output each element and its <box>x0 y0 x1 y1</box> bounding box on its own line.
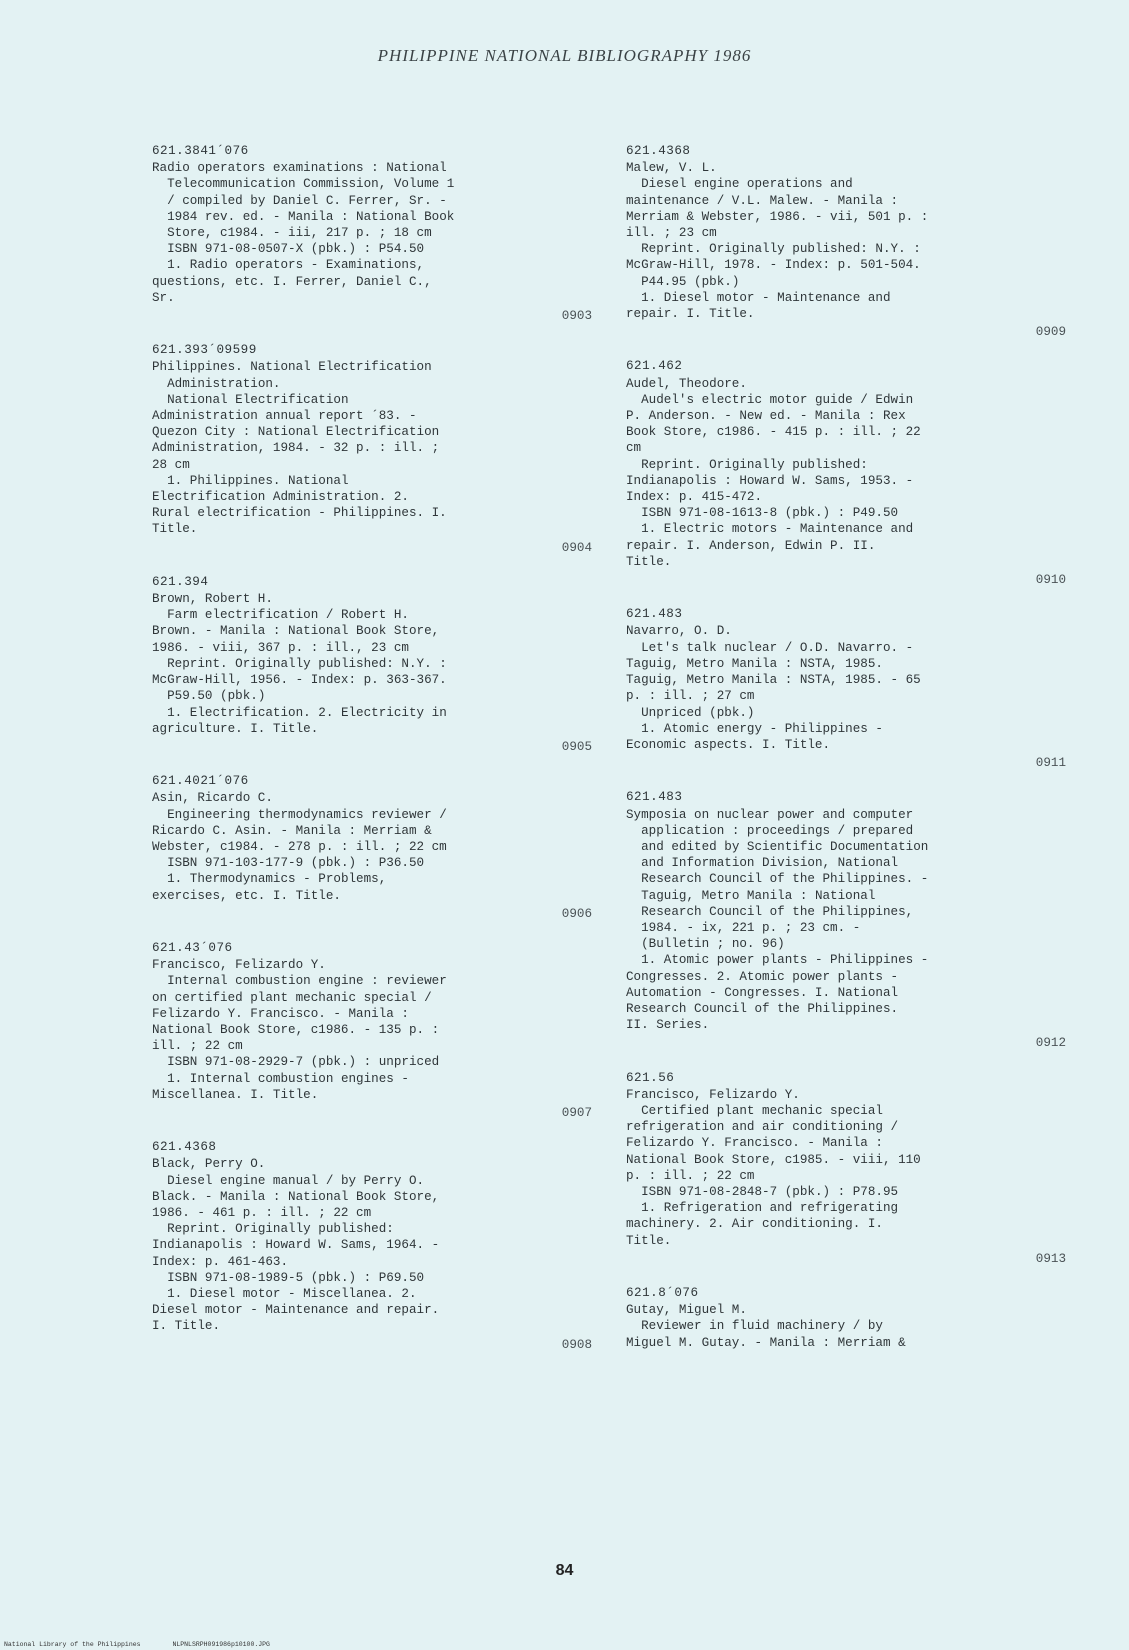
bibliographic-entry <box>152 773 592 922</box>
entry-text: Francisco, Felizardo Y. Internal combustion engine : reviewer on certified plant mechanic special / Felizardo Y. Francisco. - Manila : National Book Store, c1986. - 135 p. : ill. ; 22 cm ISBN 971-08-2929-7 (pbk.) : unpriced 1. Internal combustion engines - Miscellanea. I. Title. <box>152 958 447 1102</box>
bibliographic-entry <box>626 1285 1066 1351</box>
class-number: 621.4021´076 <box>152 774 249 789</box>
left-column <box>152 143 592 1371</box>
bibliographic-entry <box>626 606 1066 771</box>
bibliographic-entry <box>626 358 1066 588</box>
control-number: 0909 <box>1035 325 1066 340</box>
entry-text: Francisco, Felizardo Y. Certified plant mechanic special refrigeration and air conditioning / Felizardo Y. Francisco. - Manila : National Book Store, c1985. - viii, 110 p. : ill. ; 22 cm ISBN 971-08-2848-7 (pbk.) : P78.95 1. Refrigeration and refrigerating machinery. 2. Air conditioning. I. Title. <box>626 1087 921 1248</box>
bibliographic-entry <box>626 789 1066 1051</box>
entry-text: Audel, Theodore. Audel's electric motor guide / Edwin P. Anderson. - New ed. - Manila : Rex Book Store, c1986. - 415 p. : ill. ; 22 cm Reprint. Originally published: Indianapolis : Howard W. Sams, 1953. - Index: p. 415-472. ISBN 971-08-1613-8 (pbk.) : P49.50 1. Electric motors - Maintenance and repair. I. Anderson, Edwin P. II. Title. <box>626 376 921 569</box>
entry-text: Philippines. National Electrification Administration. National Electrification Administration annual report ´83. - Quezon City : National Electrification Administration, 1984. - 32 p. : ill. ; 28 cm 1. Philippines. National Electrification Administration. 2. Rural electrification - Philippines. I. Title. <box>152 360 447 537</box>
bibliographic-entry <box>152 342 592 556</box>
control-number: 0908 <box>561 1337 592 1352</box>
control-number: 0910 <box>1035 573 1066 588</box>
scan-footer <box>4 1641 298 1648</box>
class-number: 621.4368 <box>152 1140 217 1155</box>
class-number: 621.3841´076 <box>152 144 249 158</box>
control-number: 0913 <box>1035 1251 1066 1266</box>
control-number: 0912 <box>1035 1036 1066 1051</box>
entry-text: Asin, Ricardo C. Engineering thermodynamics reviewer / Ricardo C. Asin. - Manila : Merriam & Webster, c1984. - 278 p. : ill. ; 22 cm ISBN 971-103-177-9 (pbk.) : P36.50 1. Thermodynamics - Problems, exercises, etc. I. Title. <box>152 791 447 903</box>
class-number: 621.56 <box>626 1070 675 1085</box>
control-number: 0904 <box>561 540 592 555</box>
class-number: 621.394 <box>152 574 209 589</box>
bibliographic-entry <box>152 1139 592 1353</box>
control-number: 0907 <box>561 1105 592 1120</box>
class-number: 621.483 <box>626 790 683 805</box>
entry-text: Gutay, Miguel M. Reviewer in fluid machinery / by Miguel M. Gutay. - Manila : Merriam & <box>626 1303 906 1350</box>
bibliographic-entry <box>152 574 592 755</box>
entry-text: Navarro, O. D. Let's talk nuclear / O.D. Navarro. - Taguig, Metro Manila : NSTA, 1985. Taguig, Metro Manila : NSTA, 1985. - 65 p. : ill. ; 27 cm Unpriced (pbk.) 1. Atomic energy - Philippines - Economic aspects. I. Title. <box>626 624 921 752</box>
entry-text: Black, Perry O. Diesel engine manual / by Perry O. Black. - Manila : National Book Store, 1986. - 461 p. : ill. ; 22 cm Reprint. Originally published: Indianapolis : Howard W. Sams, 1964. - Index: p. 461-463. ISBN 971-08-1989-5 (pbk.) : P69.50 1. Diesel motor - Miscellanea. 2. Diesel motor - Maintenance and repair. I. Title. <box>152 1157 440 1334</box>
entry-text: Malew, V. L. Diesel engine operations and maintenance / V.L. Malew. - Manila : Merriam & Webster, 1986. - vii, 501 p. : ill. ; 23 cm Reprint. Originally published: N.Y. : McGraw-Hill, 1978. - Index: p. 501-504. P44.95 (pbk.) 1. Diesel motor - Maintenance and repair. I. Title. <box>626 161 929 322</box>
class-number: 621.462 <box>626 359 683 374</box>
entry-text: Symposia on nuclear power and computer application : proceedings / prepared and edited by Scientific Documentation and Information Division, National Research Council of the Philippines. - Taguig, Metro Manila : National Research Council of the Philippines, 1984. - ix, 221 p. ; 23 cm. - (Bulletin ; no. 96) 1. Atomic power plants - Philippines - Congresses. 2. Atomic power plants - Automation - Congresses. I. National Research Council of the Philippines. II. Series. <box>626 807 929 1033</box>
control-number: 0903 <box>561 309 592 324</box>
control-number: 0905 <box>561 739 592 754</box>
page-number: 84 <box>555 1562 574 1579</box>
class-number: 621.8´076 <box>626 1286 699 1300</box>
class-number: 621.4368 <box>626 144 691 158</box>
class-number: 621.43´076 <box>152 940 233 955</box>
bibliographic-entry <box>626 1070 1066 1267</box>
footer-filename: NLPNLSRPH091986p10100.JPG <box>172 1641 270 1648</box>
bibliographic-entry <box>152 940 592 1121</box>
footer-library: National Library of the Philippines <box>4 1641 141 1648</box>
entry-text: Brown, Robert H. Farm electrification / Robert H. Brown. - Manila : National Book Store, 1986. - viii, 367 p. : ill., 23 cm Reprint. Originally published: N.Y. : McGraw-Hill, 1956. - Index: p. 363-367. P59.50 (pbk.) 1. Electrification. 2. Electricity in agriculture. I. Title. <box>152 592 447 736</box>
right-column <box>626 143 1066 1369</box>
control-number: 0911 <box>1035 756 1066 771</box>
entry-text: Radio operators examinations : National Telecommunication Commission, Volume 1 / compiled by Daniel C. Ferrer, Sr. - 1984 rev. ed. - Manila : National Book Store, c1984. - iii, 217 p. ; 18 cm ISBN 971-08-0507-X (pbk.) : P54.50 1. Radio operators - Examinations, questions, etc. I. Ferrer, Daniel C., Sr. <box>152 161 455 305</box>
bibliographic-entry <box>626 143 1066 340</box>
class-number: 621.483 <box>626 607 683 622</box>
class-number: 621.393´09599 <box>152 343 257 358</box>
running-head: PHILIPPINE NATIONAL BIBLIOGRAPHY 1986 <box>377 46 752 65</box>
bibliographic-entry <box>152 143 592 324</box>
control-number: 0906 <box>561 906 592 921</box>
